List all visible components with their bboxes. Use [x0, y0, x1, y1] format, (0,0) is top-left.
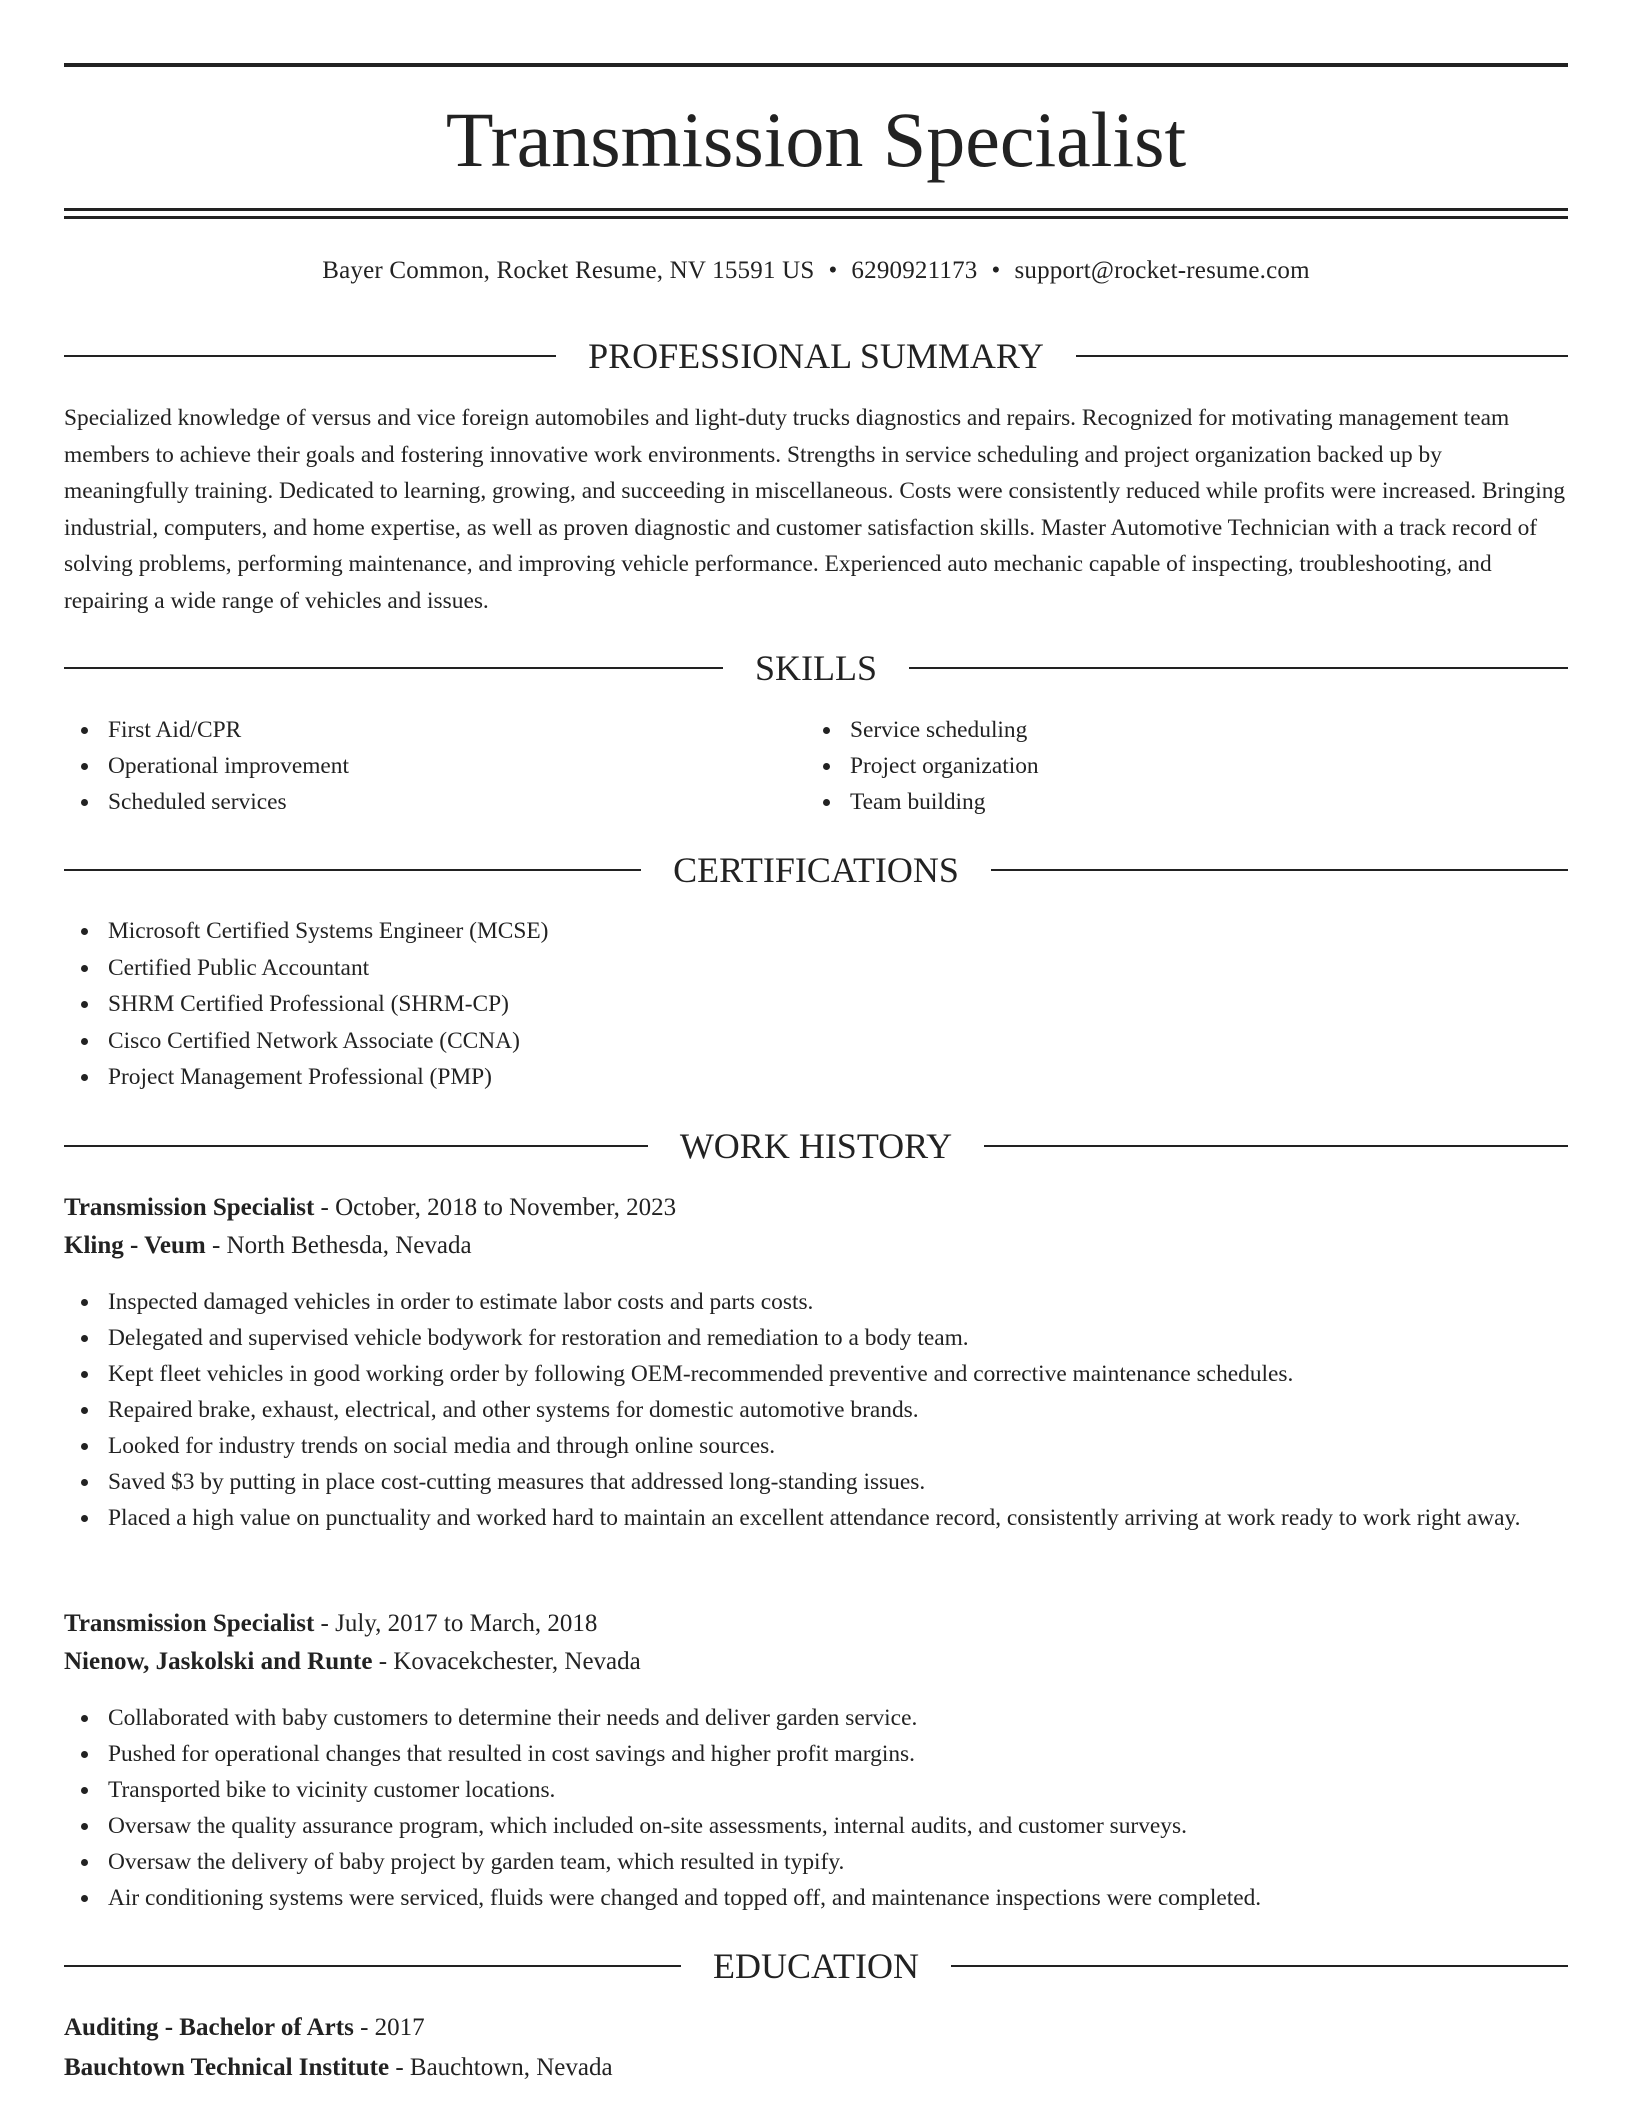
education-location: - Bauchtown, Nevada [389, 2054, 613, 2081]
job-duty-item: Transported bike to vicinity customer locations. [64, 1772, 1568, 1808]
section-rule-right [951, 1965, 1568, 1967]
section-rule-left [64, 1965, 681, 1967]
certification-item: SHRM Certified Professional (SHRM-CP) [64, 986, 1568, 1023]
education-degree: Auditing - Bachelor of Arts [64, 2014, 354, 2041]
separator-dot: • [828, 257, 838, 284]
section-rule-left [64, 1145, 648, 1147]
title-rule-upper [64, 208, 1568, 211]
certification-item: Microsoft Certified Systems Engineer (MCSE) [64, 913, 1568, 950]
title-rule-lower [64, 216, 1568, 219]
contact-phone: 6290921173 [851, 257, 978, 284]
job-duty-item: Pushed for operational changes that resulted in cost savings and higher profit margins. [64, 1736, 1568, 1772]
section-title: CERTIFICATIONS [673, 850, 959, 890]
job-duty-item: Oversaw the quality assurance program, which included on-site assessments, internal audits, and customer surveys. [64, 1808, 1568, 1844]
education-school-line [64, 2050, 1568, 2086]
separator-dot: • [991, 257, 1001, 284]
job-dates: - July, 2017 to March, 2018 [314, 1610, 598, 1637]
job-title-line [64, 1190, 1568, 1226]
job-duty-item: Placed a high value on punctuality and worked hard to maintain an excellent attendance record, consistently arriving at work ready to work right away. [64, 1500, 1568, 1536]
skill-item: Scheduled services [64, 784, 804, 820]
section-header-summary [64, 334, 1568, 378]
section-rule-left [64, 355, 556, 357]
section-rule-left [64, 869, 641, 871]
page-title: Transmission Specialist [445, 96, 1187, 183]
skill-item: Project organization [806, 748, 1546, 784]
section-header-work-history [64, 1124, 1568, 1168]
skill-item: First Aid/CPR [64, 712, 804, 748]
job-duty-item: Oversaw the delivery of baby project by garden team, which resulted in typify. [64, 1844, 1568, 1880]
skill-item: Service scheduling [806, 712, 1546, 748]
job-duties-list [64, 1700, 1568, 1916]
section-title: SKILLS [755, 648, 878, 688]
section-rule-right [1076, 355, 1568, 357]
section-header-education [64, 1944, 1568, 1988]
job-title-line [64, 1606, 1568, 1642]
skills-list-right [806, 712, 1546, 820]
job-company: Nienow, Jaskolski and Runte [64, 1648, 373, 1675]
job-location: - North Bethesda, Nevada [205, 1232, 472, 1259]
job-duty-item: Inspected damaged vehicles in order to estimate labor costs and parts costs. [64, 1284, 1568, 1320]
certification-item: Cisco Certified Network Associate (CCNA) [64, 1023, 1568, 1060]
job-duty-item: Delegated and supervised vehicle bodywork for restoration and remediation to a body team. [64, 1320, 1568, 1356]
job-duty-item: Repaired brake, exhaust, electrical, and other systems for domestic automotive brands. [64, 1392, 1568, 1428]
job-company: Kling - Veum [64, 1232, 206, 1259]
job-duties-list [64, 1284, 1568, 1536]
section-title: WORK HISTORY [679, 1126, 953, 1166]
job-duty-item: Looked for industry trends on social media and through online sources. [64, 1428, 1568, 1464]
job-title: Transmission Specialist [64, 1194, 315, 1221]
job-duty-item: Saved $3 by putting in place cost-cutting measures that addressed long-standing issues. [64, 1464, 1568, 1500]
job-title: Transmission Specialist [64, 1610, 315, 1637]
skill-item: Operational improvement [64, 748, 804, 784]
job-location: - Kovacekchester, Nevada [372, 1648, 641, 1675]
section-rule-left [64, 667, 723, 669]
job-dates: - October, 2018 to November, 2023 [314, 1194, 677, 1221]
education-degree-line [64, 2010, 1568, 2046]
section-header-skills [64, 646, 1568, 690]
certification-item: Project Management Professional (PMP) [64, 1059, 1568, 1096]
job-company-line [64, 1228, 1568, 1264]
summary-text: Specialized knowledge of versus and vice foreign automobiles and light-duty trucks diagnostics and repairs. Recognized for motivating management team members to achieve their goals and fostering innovative work environments. Strengths in service scheduling and project organization backed up by meaningfully training. Dedicated to learning, growing, and succeeding in miscellaneous. Costs were consistently reduced while profits were increased. Bringing industrial, computers, and home expertise, as well as proven diagnostic and customer satisfaction skills. Master Automotive Technician with a track record of solving problems, performing maintenance, and improving vehicle performance. Experienced auto mechanic capable of inspecting, troubleshooting, and repairing a wide range of vehicles and issues. [64, 405, 1566, 614]
education-school: Bauchtown Technical Institute [64, 2054, 390, 2081]
certifications-list [64, 913, 1568, 1096]
skills-list-left [64, 712, 804, 820]
top-rule [64, 63, 1568, 67]
section-rule-right [909, 667, 1568, 669]
job-duty-item: Kept fleet vehicles in good working order by following OEM-recommended preventive and corrective maintenance schedules. [64, 1356, 1568, 1392]
section-title: PROFESSIONAL SUMMARY [588, 336, 1044, 376]
section-rule-right [984, 1145, 1568, 1147]
skill-item: Team building [806, 784, 1546, 820]
contact-address: Bayer Common, Rocket Resume, NV 15591 US [322, 257, 815, 284]
section-title: EDUCATION [713, 1946, 919, 1986]
section-header-certifications [64, 848, 1568, 892]
job-duty-item: Collaborated with baby customers to determine their needs and deliver garden service. [64, 1700, 1568, 1736]
education-year: - 2017 [353, 2014, 425, 2041]
certification-item: Certified Public Accountant [64, 950, 1568, 987]
contact-email: support@rocket-resume.com [1014, 257, 1310, 284]
contact-line [64, 254, 1568, 288]
job-company-line [64, 1644, 1568, 1680]
job-duty-item: Air conditioning systems were serviced, fluids were changed and topped off, and maintenance inspections were completed. [64, 1880, 1568, 1916]
section-rule-right [991, 869, 1568, 871]
